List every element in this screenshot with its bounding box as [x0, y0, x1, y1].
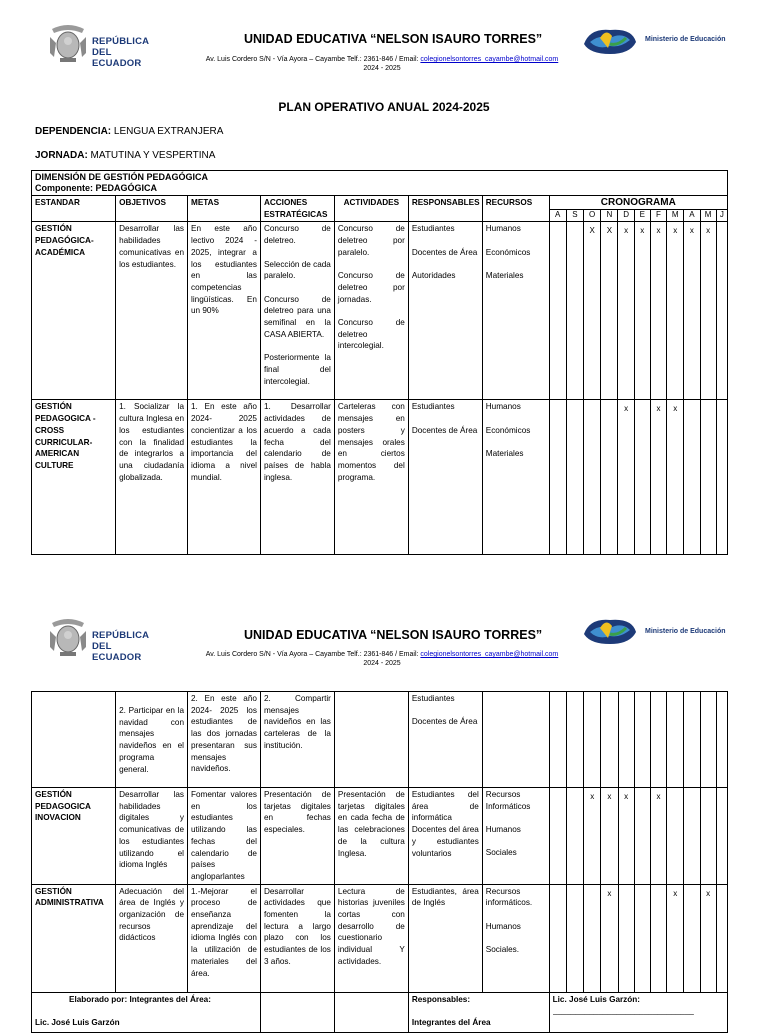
- page-header: [0, 614, 768, 684]
- metas-cell: Fomentar valores en los estudiantes utilizando las fechas del calendario de países angloparlantes: [188, 788, 261, 885]
- objetivos-cell: 1. Socializar la cultura Inglesa en los estudiantes con la finalidad de integrarlos a una ciudadanía globalizada.: [116, 400, 188, 555]
- school-year: 2024 - 2025: [363, 660, 401, 667]
- schedule-mark: [584, 400, 601, 555]
- recurso-item: Sociales.: [485, 945, 520, 955]
- schedule-mark: x: [601, 884, 618, 992]
- month-cell: J: [716, 210, 727, 222]
- blank-cell: [260, 992, 334, 1032]
- month-cell: D: [618, 210, 634, 222]
- schedule-mark: [566, 692, 583, 788]
- page-header: [0, 20, 768, 90]
- recursos-cell: [482, 692, 549, 788]
- dependencia-line: [35, 126, 223, 137]
- ecuador-logo: [46, 617, 151, 661]
- actividades-cell: Lectura de historias juveniles cortas con desarrollo de cuestionario individual Y actividades.: [334, 884, 408, 992]
- responsable-item: Docentes de Área: [411, 425, 478, 435]
- schedule-mark: [634, 692, 650, 788]
- table-row: [32, 222, 728, 400]
- schedule-mark: [634, 400, 650, 555]
- jornada-value: MATUTINA Y VESPERTINA: [87, 150, 216, 161]
- schedule-mark: [650, 884, 666, 992]
- schedule-mark: x: [667, 222, 684, 400]
- plan-table-page-1: [31, 170, 728, 555]
- actividades-cell: [334, 222, 408, 400]
- country-line-1: REPÚBLICA: [92, 36, 150, 47]
- schedule-mark: x: [667, 400, 684, 555]
- acciones-cell: Desarrollar actividades que fomenten la lectura a largo plazo con los estudiantes de los 3 años.: [260, 884, 334, 992]
- estandar-cell: GESTIÓN PEDAGÓGICA-ACADÉMICA: [32, 222, 116, 400]
- jornada-line: [35, 150, 215, 161]
- recurso-item: Económicos: [485, 247, 531, 257]
- dimension-label: DIMENSIÓN DE GESTIÓN PEDAGÓGICA: [35, 172, 209, 182]
- recurso-item: Recursos Informáticos: [485, 790, 531, 811]
- responsables-cell: [408, 222, 482, 400]
- dependencia-value: LENGUA EXTRANJERA: [111, 126, 224, 137]
- month-cell: M: [667, 210, 684, 222]
- schedule-mark: [566, 884, 583, 992]
- country-name: [92, 36, 151, 69]
- email-link[interactable]: colegionelsontorres_cayambe@hotmail.com: [420, 651, 559, 658]
- ministry-logo-icon: [580, 614, 640, 648]
- actividad-item: Concurso de deletreo intercolegial.: [337, 318, 405, 351]
- recursos-cell: [482, 222, 549, 400]
- recurso-item: Sociales: [485, 848, 517, 858]
- responsable-item: Docentes de Área: [411, 247, 478, 257]
- schedule-mark: x: [650, 788, 666, 885]
- ecuador-coat-of-arms-icon: [46, 23, 90, 67]
- schedule-mark: [549, 788, 566, 885]
- responsables-cell: Estudiantes del área de informática Docentes del área y estudiantes voluntarios: [408, 788, 482, 885]
- month-cell: E: [634, 210, 650, 222]
- schedule-mark: [700, 788, 716, 885]
- schedule-mark: x: [667, 884, 684, 992]
- schedule-mark: [700, 400, 716, 555]
- schedule-mark: X: [601, 222, 618, 400]
- elaborado-label: Elaborado por: Integrantes del Área:: [69, 994, 211, 1004]
- schedule-mark: [601, 692, 618, 788]
- page-2: [0, 600, 768, 1028]
- table-row: [32, 788, 728, 885]
- col-cronograma: CRONOGRAMA: [549, 196, 727, 210]
- col-responsables: RESPONSABLES: [408, 196, 482, 222]
- accion-item: Posteriormente la final del intercolegial.: [263, 353, 331, 386]
- schedule-mark: x: [650, 222, 666, 400]
- recurso-item: Humanos: [485, 921, 521, 931]
- schedule-mark: [684, 692, 700, 788]
- school-name: UNIDAD EDUCATIVA “NELSON ISAURO TORRES”: [244, 628, 543, 642]
- month-cell: F: [650, 210, 666, 222]
- acciones-cell: 2. Compartir mensajes navideños en las carteleras de la institución.: [260, 692, 334, 788]
- schedule-mark: X: [584, 222, 601, 400]
- schedule-mark: [716, 788, 727, 885]
- recurso-item: Materiales: [485, 449, 524, 459]
- objetivos-cell: 2. Participar en la navidad con mensajes navideños en el programa general.: [116, 692, 188, 788]
- schedule-mark: [684, 788, 700, 885]
- metas-cell: En este año lectivo 2024 - 2025, integrar a los estudiantes en las competencias lingüísticas. En un 90%: [188, 222, 261, 400]
- responsable-item: Estudiantes: [411, 224, 455, 234]
- month-cell: N: [601, 210, 618, 222]
- schedule-mark: [716, 222, 727, 400]
- schedule-mark: [667, 788, 684, 885]
- school-year: 2024 - 2025: [363, 65, 401, 72]
- month-cell: A: [549, 210, 566, 222]
- schedule-mark: [618, 692, 634, 788]
- objetivos-cell: Desarrollar las habilidades comunicativas en los estudiantes.: [116, 222, 188, 400]
- col-recursos: RECURSOS: [482, 196, 549, 222]
- metas-cell: 2. En este año 2024- 2025 los estudiantes de las dos jornadas presentaran sus mensajes navideños.: [188, 692, 261, 788]
- blank-cell: [334, 992, 408, 1032]
- school-name: UNIDAD EDUCATIVA “NELSON ISAURO TORRES”: [244, 32, 543, 46]
- col-objetivos: OBJETIVOS: [116, 196, 188, 222]
- schedule-mark: [601, 400, 618, 555]
- col-estandar: ESTANDAR: [32, 196, 116, 222]
- dimension-row: [32, 171, 728, 196]
- acciones-cell: Presentación de tarjetas digitales en fechas especiales.: [260, 788, 334, 885]
- acciones-cell: [260, 222, 334, 400]
- recurso-item: Económicos: [485, 425, 531, 435]
- estandar-cell: [32, 692, 116, 788]
- school-address: [182, 650, 582, 668]
- metas-cell: 1. En este año 2024- 2025 concientizar a los estudiantes la importancia del idioma a nivel mundial.: [188, 400, 261, 555]
- schedule-mark: [716, 400, 727, 555]
- responsable-item: Estudiantes: [411, 694, 455, 703]
- actividad-item: Concurso de deletreo por jornadas.: [337, 271, 405, 304]
- schedule-mark: x: [700, 884, 716, 992]
- ministry-name: Ministerio de Educación: [645, 36, 726, 43]
- objetivos-cell: Adecuación del área de Inglés y organización de recursos didácticos: [116, 884, 188, 992]
- schedule-mark: [684, 884, 700, 992]
- integrantes-label: Integrantes del Área: [411, 1018, 491, 1028]
- ministry-name: Ministerio de Educación: [645, 628, 726, 635]
- accion-item: Selección de cada paralelo.: [263, 259, 331, 281]
- col-actividades: ACTIVIDADES: [334, 196, 408, 222]
- jornada-label: JORNADA:: [35, 150, 88, 161]
- schedule-mark: x: [618, 400, 634, 555]
- responsable-item: Docentes de Área: [411, 717, 478, 727]
- responsables-cell: Estudiantes, área de Inglés: [408, 884, 482, 992]
- recurso-item: Humanos: [485, 224, 521, 234]
- dependencia-label: DEPENDENCIA:: [35, 126, 112, 137]
- country-name: [92, 630, 151, 663]
- recursos-cell: [482, 884, 549, 992]
- responsables-cell: [408, 400, 482, 555]
- table-row: [32, 400, 728, 555]
- responsables-signature-cell: [408, 992, 549, 1032]
- recursos-cell: [482, 400, 549, 555]
- recurso-item: Materiales: [485, 271, 524, 281]
- col-acciones: ACCIONES ESTRATÉGICAS: [260, 196, 334, 222]
- metas-cell: 1.-Mejorar el proceso de enseñanza aprendizaje del idioma Inglés con la utilización de materiales del área.: [188, 884, 261, 992]
- schedule-mark: [584, 692, 601, 788]
- schedule-mark: [634, 884, 650, 992]
- address-text: Av. Luis Cordero S/N - Vía Ayora – Cayambe Telf.: 2361-846 / Email:: [205, 651, 421, 658]
- plan-table-page-2: [31, 691, 728, 1033]
- firma-cell: [549, 992, 727, 1032]
- schedule-mark: x: [634, 222, 650, 400]
- schedule-mark: x: [684, 222, 700, 400]
- header-row: [32, 196, 728, 210]
- schedule-mark: x: [584, 788, 601, 885]
- signature-row: [32, 992, 728, 1032]
- schedule-mark: [549, 222, 566, 400]
- recursos-cell: [482, 788, 549, 885]
- document-title: PLAN OPERATIVO ANUAL 2024-2025: [278, 100, 490, 114]
- ministry-logo-icon: [580, 24, 640, 58]
- responsables-label: Responsables:: [411, 994, 471, 1004]
- ecuador-coat-of-arms-icon: [46, 617, 90, 661]
- schedule-mark: [700, 692, 716, 788]
- actividades-cell: Presentación de tarjetas digitales en cada fecha de las celebraciones de la cultura Inglesa.: [334, 788, 408, 885]
- schedule-mark: [667, 692, 684, 788]
- estandar-cell: GESTIÓN ADMINISTRATIVA: [32, 884, 116, 992]
- elaborado-name: Lic. José Luis Garzón: [35, 1018, 120, 1028]
- estandar-cell: GESTIÓN PEDAGOGICA INOVACION: [32, 788, 116, 885]
- actividades-cell: [334, 692, 408, 788]
- month-cell: S: [566, 210, 583, 222]
- recurso-item: Recursos informáticos.: [485, 886, 533, 908]
- schedule-mark: x: [618, 788, 634, 885]
- schedule-mark: [566, 400, 583, 555]
- signature-line: _______________________________: [552, 1006, 694, 1016]
- schedule-mark: [549, 884, 566, 992]
- schedule-mark: [549, 400, 566, 555]
- actividades-cell: Carteleras con mensajes en posters y mensajes orales en ciertos momentos del programa.: [334, 400, 408, 555]
- schedule-mark: [716, 884, 727, 992]
- componente-label: Componente: PEDAGÓGICA: [35, 183, 158, 193]
- recurso-item: Humanos: [485, 825, 521, 835]
- month-cell: A: [684, 210, 700, 222]
- schedule-mark: [549, 692, 566, 788]
- schedule-mark: [618, 884, 634, 992]
- schedule-mark: [716, 692, 727, 788]
- estandar-cell: GESTIÓN PEDAGOGICA - CROSS CURRICULAR-AMERICAN CULTURE: [32, 400, 116, 555]
- elaborado-cell: [32, 992, 261, 1032]
- country-line-1: REPÚBLICA: [92, 630, 150, 641]
- recurso-item: Humanos: [485, 402, 521, 412]
- schedule-mark: x: [650, 400, 666, 555]
- responsable-item: Estudiantes: [411, 402, 455, 412]
- responsables-cell: [408, 692, 482, 788]
- country-line-2: DEL ECUADOR: [92, 641, 142, 663]
- table-row: [32, 884, 728, 992]
- objetivos-cell: Desarrollar las habilidades digitales y comunicativas de los estudiantes utilizando el idioma Inglés: [116, 788, 188, 885]
- ecuador-logo: [46, 23, 151, 67]
- school-address: [182, 55, 582, 73]
- accion-item: Concurso de deletreo para una semifinal en la CASA ABIERTA.: [263, 294, 331, 339]
- email-link[interactable]: colegionelsontorres_cayambe@hotmail.com: [420, 56, 559, 63]
- firma-name: Lic. José Luis Garzón:: [552, 994, 641, 1004]
- schedule-mark: [634, 788, 650, 885]
- address-text: Av. Luis Cordero S/N - Vía Ayora – Cayambe Telf.: 2361-846 / Email:: [205, 56, 421, 63]
- actividad-item: Concurso de deletreo por paralelo.: [337, 224, 405, 257]
- schedule-mark: x: [618, 222, 634, 400]
- table-row: [32, 692, 728, 788]
- responsable-item: Autoridades: [411, 271, 456, 281]
- schedule-mark: [684, 400, 700, 555]
- acciones-cell: 1. Desarrollar actividades de acuerdo a cada fecha del calendario de países de habla inglesa.: [260, 400, 334, 555]
- schedule-mark: [566, 222, 583, 400]
- schedule-mark: [584, 884, 601, 992]
- schedule-mark: x: [601, 788, 618, 885]
- col-metas: METAS: [188, 196, 261, 222]
- month-cell: O: [584, 210, 601, 222]
- country-line-2: DEL ECUADOR: [92, 47, 142, 69]
- schedule-mark: [566, 788, 583, 885]
- month-cell: M: [700, 210, 716, 222]
- schedule-mark: [650, 692, 666, 788]
- schedule-mark: x: [700, 222, 716, 400]
- accion-item: Concurso de deletreo.: [263, 224, 331, 246]
